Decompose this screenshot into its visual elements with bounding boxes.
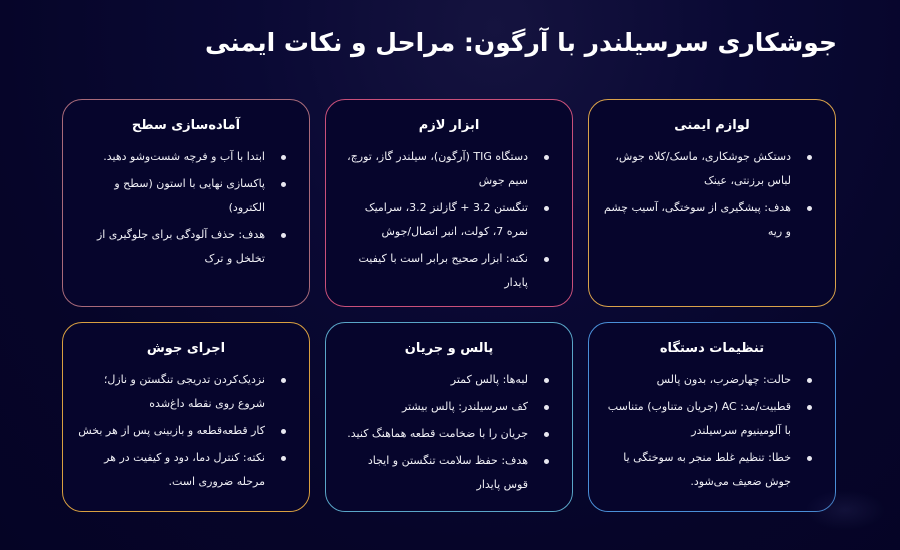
- card-title: اجرای جوش: [146, 341, 226, 356]
- bullet-list: [603, 368, 821, 494]
- list-item: قطبیت/مد: AC (جریان متناوب) متناسب با آلومینیوم سرسیلندر: [603, 395, 815, 443]
- list-item: هدف: حفظ سلامت تنگستن و ایجاد قوس پایدار: [340, 449, 552, 497]
- card-required-tools: [325, 99, 573, 307]
- bullet-icon: [544, 155, 549, 160]
- bullet-icon: [281, 378, 286, 383]
- list-item: ابتدا با آب و فرچه شست‌وشو دهید.: [77, 145, 289, 169]
- card-machine-settings: [588, 322, 836, 512]
- bullet-icon: [544, 459, 549, 464]
- bullet-list: [603, 145, 821, 244]
- bullet-icon: [807, 456, 812, 461]
- bullet-icon: [281, 429, 286, 434]
- list-item: لبه‌ها: پالس کمتر: [340, 368, 552, 392]
- list-item: نکته: کنترل دما، دود و کیفیت در هر مرحله ضروری است.: [77, 446, 289, 494]
- card-title: لوازم ایمنی: [674, 118, 750, 133]
- list-item: هدف: پیشگیری از سوختگی، آسیب چشم و ریه: [603, 196, 815, 244]
- card-title: تنظیمات دستگاه: [659, 341, 765, 356]
- list-item: دستگاه TIG (آرگون)، سیلندر گاز، تورچ، سیم جوش: [340, 145, 552, 193]
- bullet-icon: [544, 378, 549, 383]
- list-item: جریان را با ضخامت قطعه هماهنگ کنید.: [340, 422, 552, 446]
- list-item: خطا: تنظیم غلط منجر به سوختگی یا جوش ضعیف می‌شود.: [603, 446, 815, 494]
- bullet-icon: [281, 182, 286, 187]
- list-item: کف سرسیلندر: پالس بیشتر: [340, 395, 552, 419]
- bullet-icon: [281, 456, 286, 461]
- card-surface-preparation: [62, 99, 310, 307]
- bullet-list: [340, 368, 558, 497]
- list-item: پاکسازی نهایی با استون (سطح و الکترود): [77, 172, 289, 220]
- card-welding-execution: [62, 322, 310, 512]
- card-title: ابزار لازم: [418, 118, 480, 133]
- list-item: کار قطعه‌قطعه و بازبینی پس از هر بخش: [77, 419, 289, 443]
- list-item: حالت: چهارضرب، بدون پالس: [603, 368, 815, 392]
- list-item: هدف: حذف آلودگی برای جلوگیری از تخلخل و ترک: [77, 223, 289, 271]
- list-item: نزدیک‌کردن تدریجی تنگستن و نازل؛ شروع روی نقطه داغ‌شده: [77, 368, 289, 416]
- bullet-icon: [807, 155, 812, 160]
- bullet-icon: [544, 432, 549, 437]
- bullet-icon: [807, 378, 812, 383]
- bullet-icon: [807, 405, 812, 410]
- bullet-list: [77, 368, 295, 494]
- page-title: جوشکاری سرسیلندر با آرگون: مراحل و نکات ایمنی: [204, 28, 837, 57]
- bullet-icon: [281, 233, 286, 238]
- card-safety-equipment: [588, 99, 836, 307]
- bullet-icon: [807, 206, 812, 211]
- bullet-icon: [544, 257, 549, 262]
- card-title: پالس و جریان: [404, 341, 494, 356]
- list-item: نکته: ابزار صحیح برابر است با کیفیت پایدار: [340, 247, 552, 295]
- list-item: دستکش جوشکاری، ماسک/کلاه جوش، لباس برزنتی، عینک: [603, 145, 815, 193]
- bullet-icon: [281, 155, 286, 160]
- bullet-list: [77, 145, 295, 271]
- bullet-icon: [544, 206, 549, 211]
- card-pulse-and-current: [325, 322, 573, 512]
- card-title: آماده‌سازی سطح: [131, 118, 241, 133]
- bullet-list: [340, 145, 558, 295]
- list-item: تنگستن 3.2 + گازلنز 3.2، سرامیک نمره 7، کولت، انبر اتصال/جوش: [340, 196, 552, 244]
- bullet-icon: [544, 405, 549, 410]
